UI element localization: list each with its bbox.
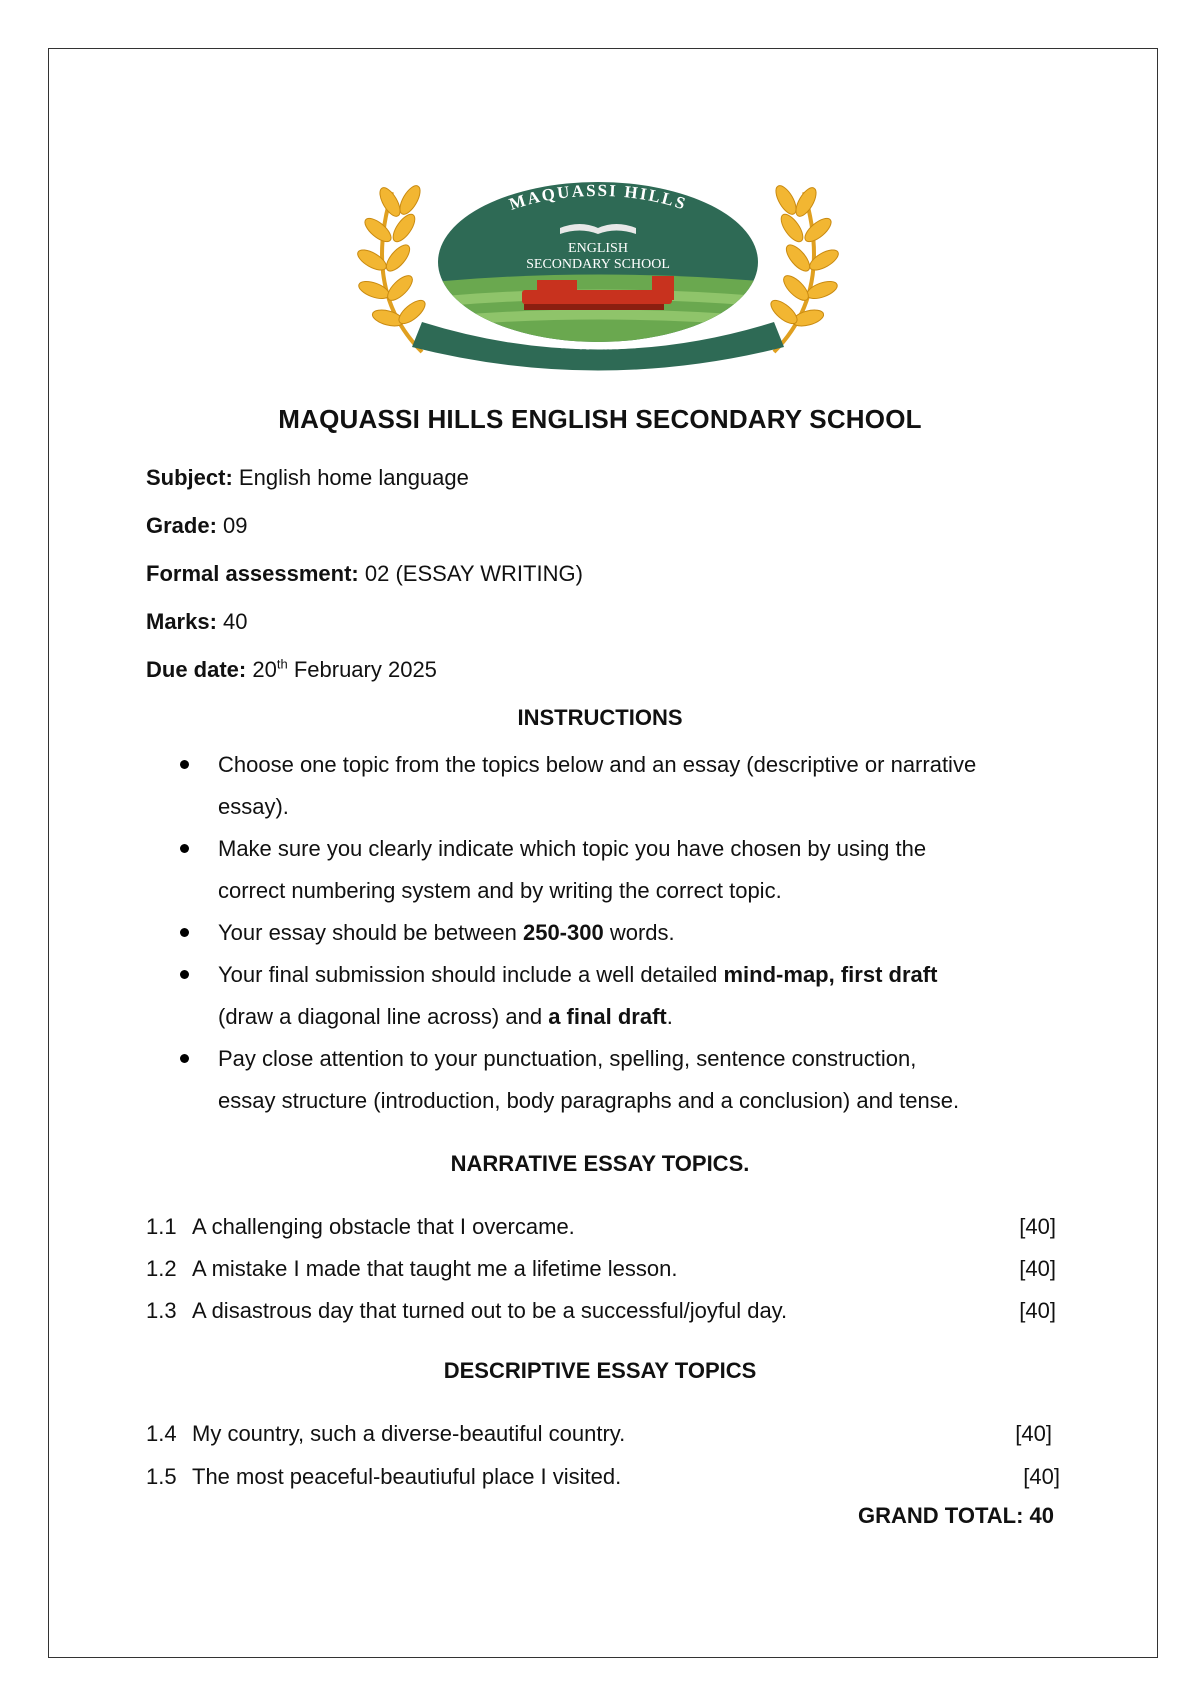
instruction-line: Make sure you clearly indicate which topic you have chosen by using the xyxy=(218,836,927,861)
instruction-line xyxy=(218,954,1080,996)
wheat-left-icon xyxy=(355,183,429,352)
topic-number: 1.1 xyxy=(146,1214,177,1239)
topic-number: 1.2 xyxy=(146,1256,177,1281)
narrative-heading: NARRATIVE ESSAY TOPICS. xyxy=(450,1151,750,1176)
logo-line1: ENGLISH xyxy=(568,241,628,256)
school-name: MAQUASSI HILLS ENGLISH SECONDARY SCHOOL xyxy=(278,404,922,434)
instruction-text: Your final submission should include a well detailed xyxy=(218,962,724,987)
topic-row xyxy=(146,1214,1056,1244)
topic-row xyxy=(146,1298,1056,1328)
bullet-icon xyxy=(180,928,189,937)
assessment-line xyxy=(146,561,583,587)
instruction-item xyxy=(180,1038,1080,1122)
bullet-icon xyxy=(180,760,189,769)
school-logo xyxy=(352,172,844,372)
instruction-text: . xyxy=(666,1004,673,1029)
topic-marks: [40] xyxy=(1019,1298,1056,1323)
topic-marks: [40] xyxy=(1019,1256,1056,1281)
subject-value: English home language xyxy=(238,465,469,490)
topic-row xyxy=(146,1421,1056,1451)
due-day: 20 xyxy=(252,657,277,682)
grade-value: 09 xyxy=(223,513,248,538)
instruction-text: Your essay should be between xyxy=(218,920,523,945)
assessment-value: 02 (ESSAY WRITING) xyxy=(364,561,583,586)
instruction-bold: 250-300 xyxy=(522,920,604,945)
topic-text: A mistake I made that taught me a lifetime lesson. xyxy=(192,1256,678,1281)
due-rest: February 2025 xyxy=(293,657,437,682)
logo-line2: SECONDARY SCHOOL xyxy=(526,257,670,272)
instruction-bold: a final draft xyxy=(548,1004,667,1029)
instruction-item xyxy=(180,828,1080,912)
marks-line xyxy=(146,609,248,635)
instruction-bold: mind-map, first draft xyxy=(723,962,938,987)
instruction-line: essay structure (introduction, body paragraphs and a conclusion) and tense. xyxy=(218,1088,960,1113)
marks-value: 40 xyxy=(223,609,248,634)
instructions-heading: INSTRUCTIONS xyxy=(517,705,683,730)
instruction-text: (draw a diagonal line across) and xyxy=(218,1004,549,1029)
instruction-line: correct numbering system and by writing the correct topic. xyxy=(218,878,782,903)
wheat-right-icon xyxy=(767,183,841,352)
topic-row xyxy=(146,1464,1060,1494)
instruction-item xyxy=(180,954,1080,1038)
topic-marks: [40] xyxy=(1023,1464,1060,1489)
instruction-line: Choose one topic from the topics below and an essay (descriptive or narrative xyxy=(218,752,977,777)
instruction-line xyxy=(218,996,1080,1038)
topic-text: The most peaceful-beautiuful place I visited. xyxy=(192,1464,622,1489)
topic-number: 1.5 xyxy=(146,1464,177,1489)
instruction-item xyxy=(180,744,1080,828)
logo-ribbon-text: ESSENCE OF EXCELLENCE xyxy=(518,333,678,353)
topic-number: 1.3 xyxy=(146,1298,177,1323)
due-label: Due date: xyxy=(146,657,247,682)
instruction-line: essay). xyxy=(218,794,289,819)
instruction-line: Pay close attention to your punctuation, spelling, sentence construction, xyxy=(218,1046,917,1071)
instruction-item xyxy=(180,912,1080,954)
grade-label: Grade: xyxy=(146,513,217,538)
bullet-icon xyxy=(180,844,189,853)
assessment-label: Formal assessment: xyxy=(146,561,359,586)
marks-label: Marks: xyxy=(146,609,217,634)
topic-marks: [40] xyxy=(1019,1214,1056,1239)
descriptive-heading: DESCRIPTIVE ESSAY TOPICS xyxy=(443,1358,757,1383)
bullet-icon xyxy=(180,970,189,979)
instruction-line xyxy=(218,912,1080,954)
grade-line xyxy=(146,513,248,539)
grand-total: GRAND TOTAL: 40 xyxy=(858,1503,1054,1528)
topic-text: My country, such a diverse-beautiful country. xyxy=(192,1421,626,1446)
subject-line xyxy=(146,465,469,491)
due-suffix: th xyxy=(276,656,288,672)
instruction-text: words. xyxy=(603,920,675,945)
due-date-line xyxy=(146,657,437,683)
topic-row xyxy=(146,1256,1056,1286)
topic-text: A challenging obstacle that I overcame. xyxy=(192,1214,575,1239)
topic-text: A disastrous day that turned out to be a successful/joyful day. xyxy=(192,1298,788,1323)
bullet-icon xyxy=(180,1054,189,1063)
subject-label: Subject: xyxy=(146,465,233,490)
topic-number: 1.4 xyxy=(146,1421,177,1446)
logo-arc-text: MAQUASSI HILLS xyxy=(506,180,690,214)
topic-marks: [40] xyxy=(1015,1421,1052,1446)
